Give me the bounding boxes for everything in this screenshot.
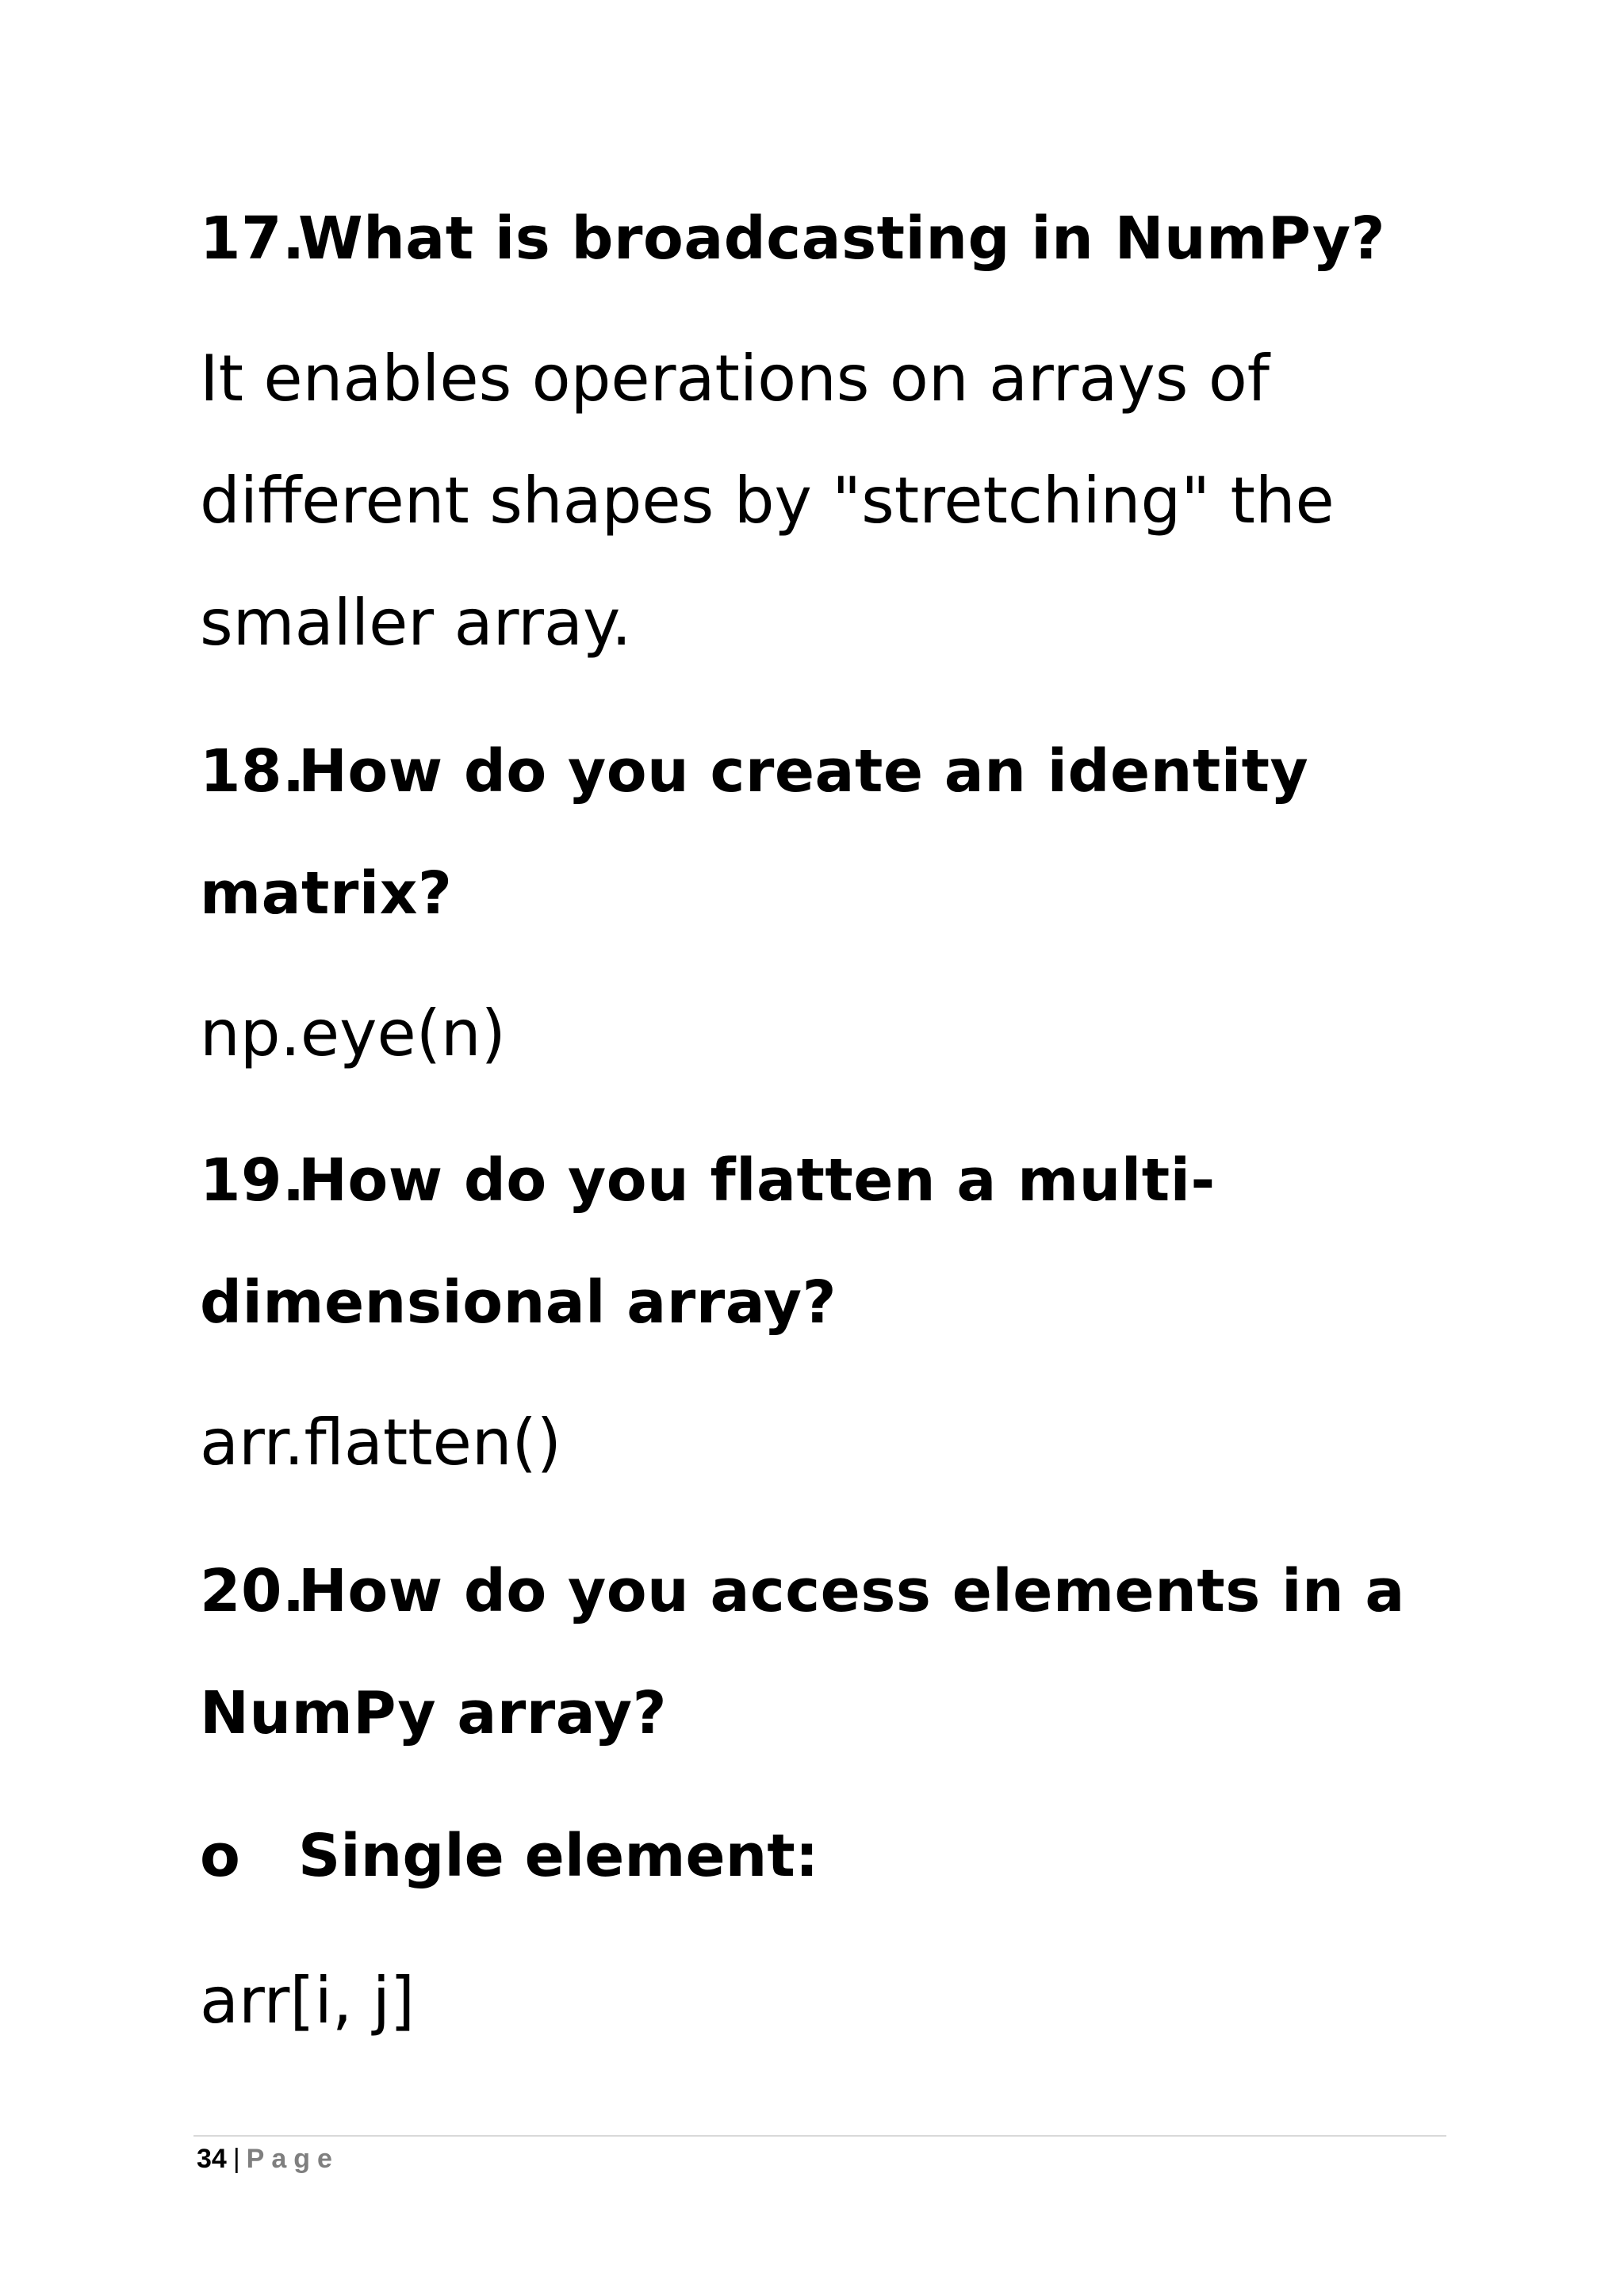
answer-line: arr.flatten() (200, 1406, 561, 1479)
answer-line: arr[i, j] (200, 1964, 416, 2038)
question-number: 20. (200, 1557, 305, 1625)
question-number: 17. (200, 205, 305, 273)
page-label: Page (246, 2144, 339, 2174)
question-number: 19. (200, 1146, 305, 1215)
question-20-title (200, 1557, 1405, 1625)
bullet-item (200, 1822, 819, 1890)
footer-separator: | (232, 2144, 240, 2174)
page-number: 34 (197, 2144, 227, 2174)
question-number: 18. (200, 737, 305, 806)
question-title-line: matrix? (200, 859, 453, 928)
answer-line: It enables operations on arrays of (200, 342, 1270, 415)
question-18-title (200, 737, 1309, 806)
bullet-mark: o (200, 1822, 240, 1890)
question-19-title (200, 1146, 1216, 1215)
answer-line: smaller array. (200, 586, 632, 660)
question-title-line: What is broadcasting in NumPy? (298, 205, 1386, 273)
answer-line: different shapes by "stretching" the (200, 464, 1335, 538)
footer-divider (193, 2135, 1446, 2137)
page-footer (197, 2145, 339, 2172)
question-title-line: dimensional array? (200, 1269, 837, 1337)
question-title-line: How do you access elements in a (298, 1557, 1405, 1625)
bullet-label: Single element: (298, 1822, 819, 1890)
question-title-line: NumPy array? (200, 1679, 668, 1747)
question-title-line: How do you flatten a multi- (298, 1146, 1216, 1215)
question-17-title (200, 205, 1386, 273)
answer-line: np.eye(n) (200, 997, 506, 1070)
question-title-line: How do you create an identity (298, 737, 1309, 806)
